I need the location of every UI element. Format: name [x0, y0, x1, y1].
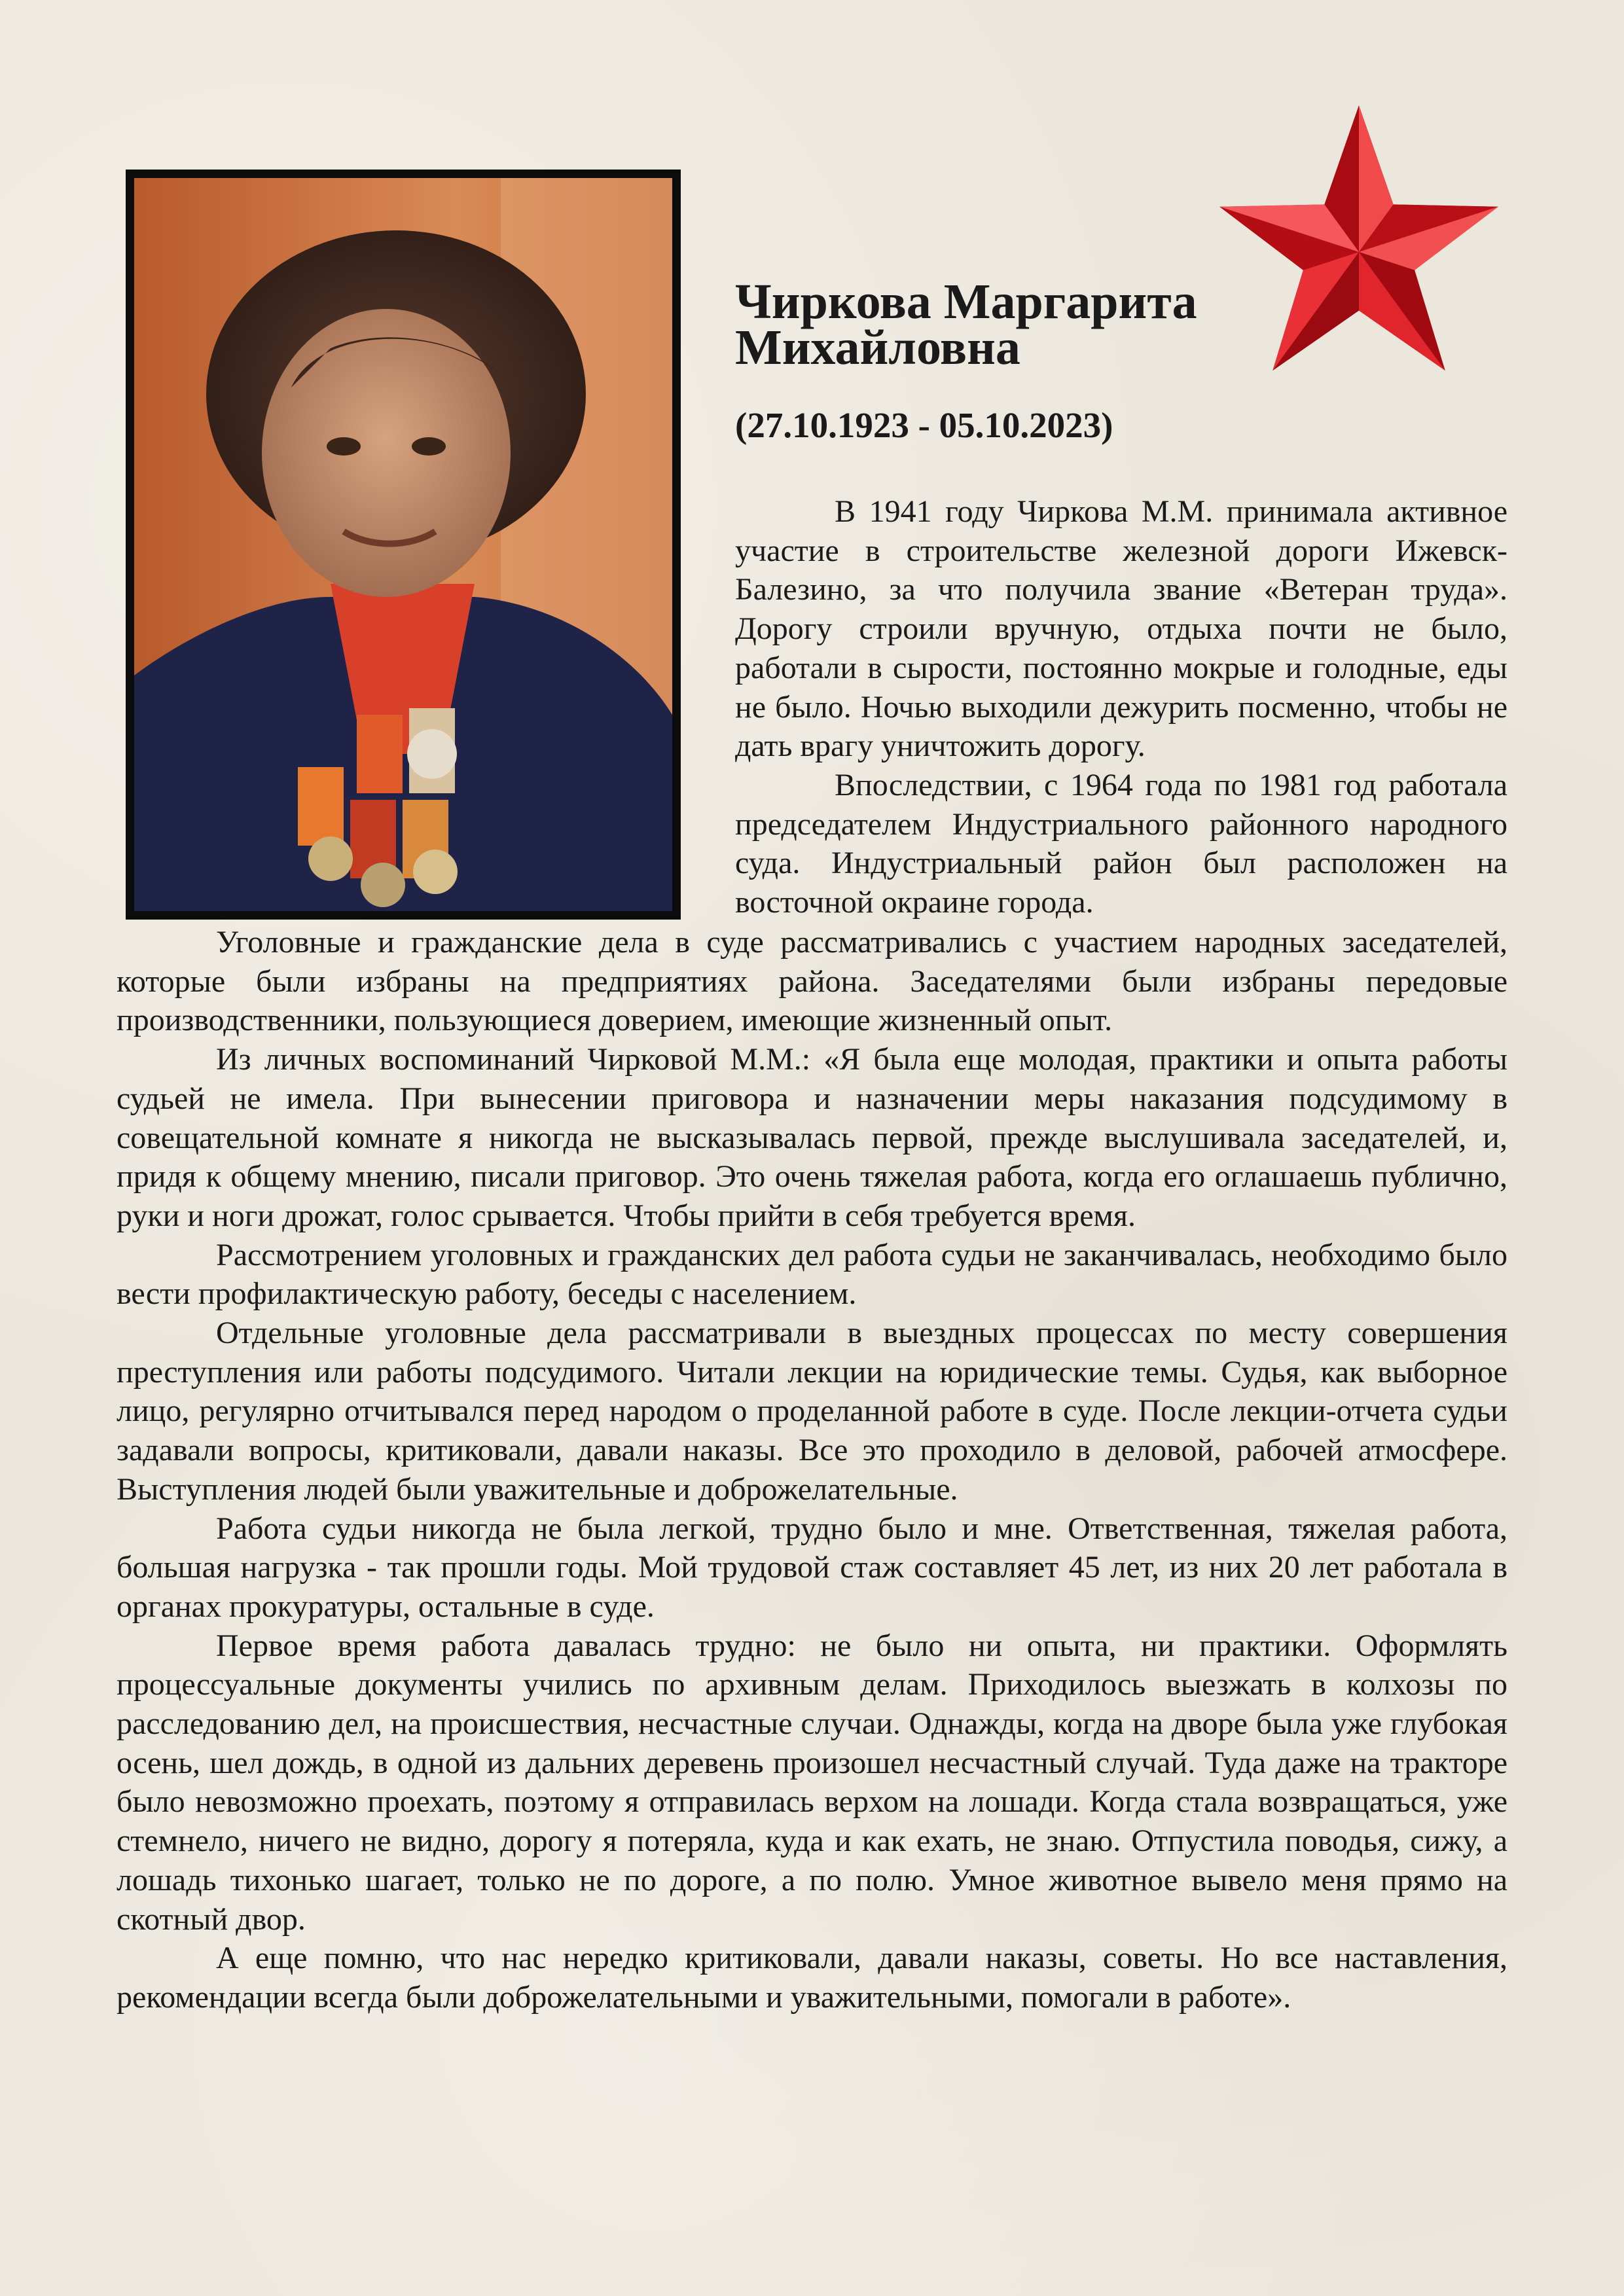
- person-name-line1: Чиркова Маргарита: [735, 274, 1197, 329]
- life-dates: (27.10.1923 - 05.10.2023): [735, 405, 1113, 445]
- side-column-text: [735, 492, 1507, 922]
- paragraph: Работа судьи никогда не была легкой, трудно было и мне. Ответственная, тяжелая работа, большая нагрузка - так прошли годы. Мой трудовой стаж составляет 45 лет, из них 20 лет работала в органах прокуратуры, остальные в суде.: [117, 1511, 1507, 1624]
- paragraph: Первое время работа давалась трудно: не было ни опыта, ни практики. Оформлять процессуальные документы учились по архивным делам. Приходилось выезжать в колхозы по расследованию дел, на происшествия, несчастные случаи. Однажды, когда на дворе была уже глубокая осень, шел дождь, в одной из дальних деревень произошел несчастный случай. Туда даже на тракторе было невозможно проехать, поэтому я отправилась верхом на лошади. Когда стала возвращаться, уже стемнело, ничего не видно, дорогу я потеряла, куда и как ехать, не знаю. Отпустила поводья, сижу, а лошадь тихонько шагает, только не по дороге, а по полю. Умное животное вывело меня прямо на скотный двор.: [117, 1628, 1507, 1937]
- main-body-text: [117, 923, 1507, 2017]
- paragraph: Отдельные уголовные дела рассматривали в выездных процессах по месту совершения преступления или работы подсудимого. Читали лекции на юридические темы. Судья, как выборное лицо, регулярно отчитывался перед народом о проделанной работе в суде. После лекции-отчета судьи задавали вопросы, критиковали, давали наказы. Все это проходило в деловой, рабочей атмосфере. Выступления людей были уважительные и доброжелательные.: [117, 1316, 1507, 1507]
- portrait-photo: [126, 170, 681, 920]
- portrait-image: [134, 178, 672, 911]
- person-name: [735, 274, 1246, 375]
- paragraph: Впоследствии, с 1964 года по 1981 год работала председателем Индустриального районного народного суда. Индустриальный район был расположен на восточной окраине города.: [735, 767, 1507, 920]
- paragraph: Уголовные и гражданские дела в суде рассматривались с участием народных заседателей, которые были избраны на предприятиях района. Заседателями были избраны передовые производственники, пользующиеся доверием, имеющие жизненный опыт.: [117, 925, 1507, 1038]
- paragraph: Из личных воспоминаний Чирковой М.М.: «Я была еще молодая, практики и опыта работы судьей не имела. При вынесении приговора и назначении меры наказания подсудимому в совещательной комнате я никогда не высказывалась первой, прежде выслушивала заседателей, и, придя к общему мнению, писали приговор. Это очень тяжелая работа, когда его оглашаешь публично, руки и ноги дрожат, голос срывается. Чтобы прийти в себя требуется время.: [117, 1042, 1507, 1233]
- red-star-graphic: [1212, 105, 1506, 387]
- person-name-line2: Михайловна: [735, 320, 1020, 375]
- paragraph: Рассмотрением уголовных и гражданских дел работа судьи не заканчивалась, необходимо было вести профилактическую работу, беседы с населением.: [117, 1237, 1507, 1312]
- paragraph: В 1941 году Чиркова М.М. принимала активное участие в строительстве железной дороги Ижевск- Балезино, за что получила звание «Ветеран труда». Дорогу строили вручную, отдыха почти не было, работали в сырости, постоянно мокрые и голодные, еды не было. Ночью выходили дежурить посменно, чтобы не дать врагу уничтожить дорогу.: [735, 494, 1507, 764]
- paragraph: А еще помню, что нас нередко критиковали, давали наказы, советы. Но все наставления, рекомендации всегда были доброжелательными и уважительными, помогали в работе».: [117, 1941, 1507, 2015]
- red-star-icon: [1212, 105, 1506, 387]
